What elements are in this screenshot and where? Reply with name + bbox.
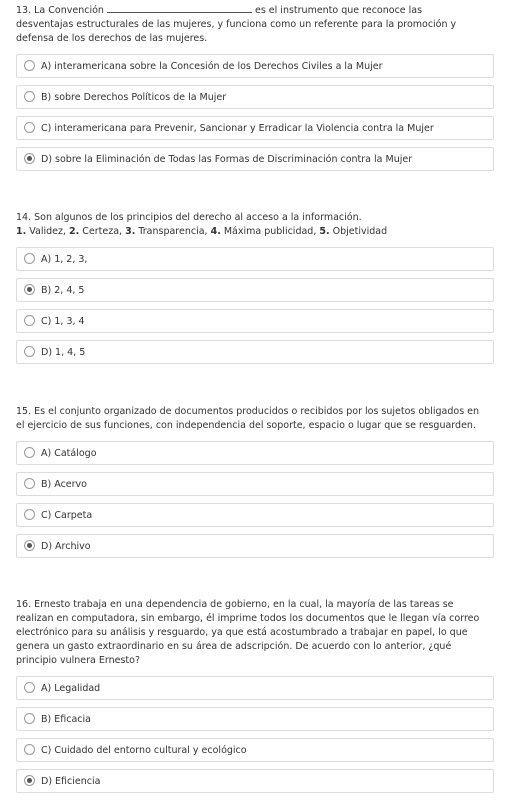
question-13-line2: desventajas estructurales de las mujeres, y funciona como un referente para la promoción y — [16, 19, 457, 30]
option-label: D) Eficiencia — [41, 776, 101, 787]
option-15-b[interactable] — [16, 472, 494, 496]
question-13 — [16, 4, 496, 178]
question-16-line4: genera un gasto extraordinario en su área de adscripción. De acuerdo con lo anterior, ¿qué — [16, 641, 452, 652]
option-15-c[interactable] — [16, 503, 494, 527]
question-14-text — [16, 211, 496, 239]
option-16-b[interactable] — [16, 707, 494, 731]
option-13-c[interactable] — [16, 116, 494, 140]
question-13-line3: defensa de los derechos de las mujeres. — [16, 33, 208, 44]
principle-text: Validez, — [26, 226, 70, 237]
question-14-line1: 14. Son algunos de los principios del derecho al acceso a la información. — [16, 212, 362, 223]
option-16-c[interactable] — [16, 738, 494, 762]
principle-text: Certeza, — [79, 226, 126, 237]
question-15-text — [16, 405, 496, 433]
radio-button[interactable] — [24, 91, 35, 102]
principle-number: 1. — [16, 226, 27, 237]
option-label: B) 2, 4, 5 — [41, 285, 85, 296]
question-14 — [16, 211, 496, 371]
option-label: D) 1, 4, 5 — [41, 347, 86, 358]
option-label: A) Legalidad — [41, 683, 101, 694]
principle-text: Objetividad — [329, 226, 388, 237]
radio-button[interactable] — [24, 315, 35, 326]
radio-button[interactable] — [24, 60, 35, 71]
option-label: C) Cuidado del entorno cultural y ecológico — [41, 745, 247, 756]
option-13-a[interactable] — [16, 54, 494, 78]
option-16-a[interactable] — [16, 676, 494, 700]
principle-number: 4. — [210, 226, 221, 237]
question-15-line2: el ejercicio de sus funciones, con independencia del soporte, espacio o lugar que se resguarden. — [16, 420, 476, 431]
option-14-b[interactable] — [16, 278, 494, 302]
radio-button-selected[interactable] — [24, 284, 35, 295]
option-label: D) sobre la Eliminación de Todas las Formas de Discriminación contra la Mujer — [41, 154, 413, 165]
principle-number: 2. — [69, 226, 80, 237]
option-label: A) Catálogo — [41, 448, 97, 459]
radio-button[interactable] — [24, 253, 35, 264]
question-16-line5: principio vulnera Ernesto? — [16, 655, 140, 666]
question-15 — [16, 405, 496, 565]
question-16-line2: realizan en computadora, sin embargo, él imprime todos los documentos que le llegan vía correo — [16, 613, 480, 624]
question-15-line1: 15. Es el conjunto organizado de documentos producidos o recibidos por los sujetos obligados en — [16, 406, 480, 417]
option-15-d[interactable] — [16, 534, 494, 558]
radio-button[interactable] — [24, 713, 35, 724]
option-14-a[interactable] — [16, 247, 494, 271]
question-13-suffix: es el instrumento que reconoce las — [254, 5, 423, 16]
radio-button-selected[interactable] — [24, 775, 35, 786]
fill-in-blank — [107, 4, 252, 13]
principle-text: Transparencia, — [135, 226, 211, 237]
option-label: C) Carpeta — [41, 510, 93, 521]
option-16-d[interactable] — [16, 769, 494, 793]
option-label: B) Eficacia — [41, 714, 91, 725]
radio-button[interactable] — [24, 122, 35, 133]
option-13-d[interactable] — [16, 147, 494, 171]
option-label: D) Archivo — [41, 541, 91, 552]
question-16-line3: electrónico para su análisis y resguardo, ya que está acostumbrado a trabajar en papel, lo que — [16, 627, 468, 638]
option-14-d[interactable] — [16, 340, 494, 364]
principle-number: 5. — [319, 226, 330, 237]
question-16 — [16, 598, 496, 800]
radio-button[interactable] — [24, 478, 35, 489]
radio-button[interactable] — [24, 346, 35, 357]
option-label: B) Acervo — [41, 479, 87, 490]
principle-text: Máxima publicidad, — [220, 226, 320, 237]
radio-button[interactable] — [24, 682, 35, 693]
option-13-b[interactable] — [16, 85, 494, 109]
radio-button[interactable] — [24, 509, 35, 520]
radio-button[interactable] — [24, 744, 35, 755]
option-14-c[interactable] — [16, 309, 494, 333]
radio-button[interactable] — [24, 447, 35, 458]
radio-button-selected[interactable] — [24, 540, 35, 551]
option-label: A) interamericana sobre la Concesión de los Derechos Civiles a la Mujer — [41, 61, 383, 72]
question-16-text — [16, 598, 496, 668]
question-16-line1: 16. Ernesto trabaja en una dependencia de gobierno, en la cual, la mayoría de las tareas se — [16, 599, 454, 610]
question-13-prefix: 13. La Convención — [16, 5, 104, 16]
radio-button-selected[interactable] — [24, 153, 35, 164]
question-13-text — [16, 4, 496, 46]
option-label: A) 1, 2, 3, — [41, 254, 88, 265]
option-label: B) sobre Derechos Políticos de la Mujer — [41, 92, 227, 103]
option-label: C) interamericana para Prevenir, Sancionar y Erradicar la Violencia contra la Mujer — [41, 123, 434, 134]
principle-number: 3. — [125, 226, 136, 237]
option-15-a[interactable] — [16, 441, 494, 465]
option-label: C) 1, 3, 4 — [41, 316, 85, 327]
